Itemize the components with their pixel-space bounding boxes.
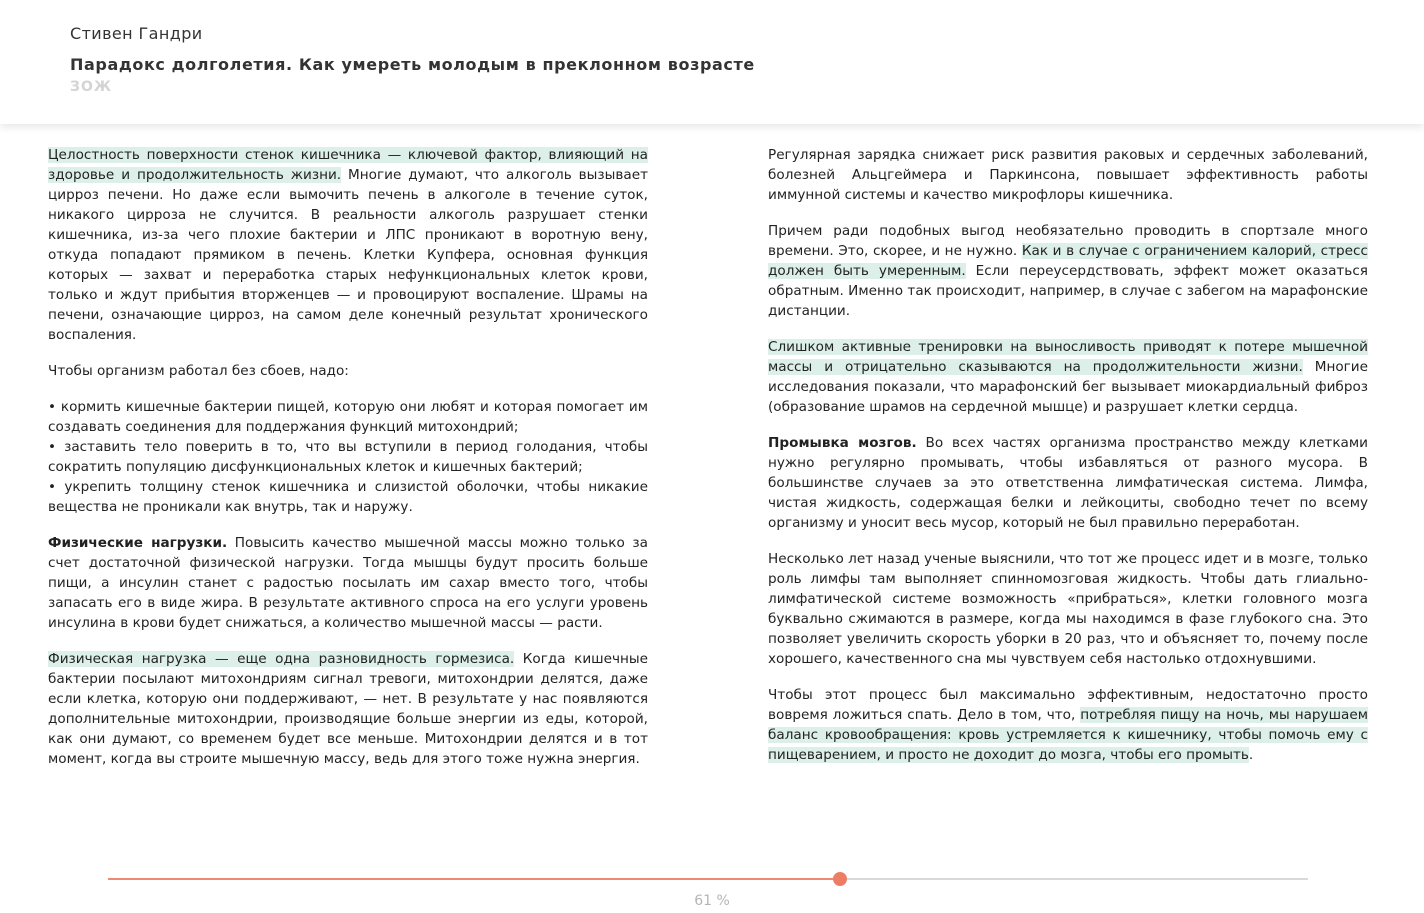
progress-slider[interactable] (108, 878, 1308, 880)
book-header (0, 0, 1424, 124)
paragraph-text: Во всех частях организма пространство между клетками нужно регулярно промывать, чтобы избавляться от разного мусора. В большинстве случаев за это ответственна лимфатическая система. Лимфа, чистая жидкость, содержащая белки и лейкоциты, свободно течет по всему организму и уносит весь мусор, который не был правильно переработан. (768, 435, 1368, 531)
paragraph (768, 337, 1368, 417)
paragraph-text: Повысить качество мышечной массы можно только за счет достаточной физической нагрузки. Тогда мышцы будут просить больше пищи, а инсулин станет с радостью посылать им сахар вместо того, чтобы запасать его в виде жира. В результате активного спроса на его услуги уровень инсулина в крови будет снижаться, а количество мышечной массы — расти. (48, 535, 648, 631)
page-column-left (48, 145, 648, 785)
highlight[interactable]: Целостность поверхности стенок кишечника — ключевой фактор, влияющий на здоровье и продолжительность жизни. (48, 147, 648, 183)
paragraph (48, 145, 648, 345)
paragraph (48, 533, 648, 633)
progress-fill (108, 878, 840, 880)
paragraph-text: Многие думают, что алкоголь вызывает цирроз печени. Но даже если вымочить печень в алкоголе в течение суток, никакого цирроза не случится. В реальности алкоголь разрушает стенки кишечника, из-за чего плохие бактерии и ЛПС проникают в воротную вену, откуда попадают прямиком в печень. Клетки Купфера, основная функция которых — захват и переработка старых нефункциональных клеток крови, только и ждут прибытия вторженцев — и провоцируют воспаление. Шрамы на печени, означающие цирроз, на самом деле конечный результат хронического воспаления. (48, 167, 648, 343)
book-title[interactable]: Парадокс долголетия. Как умереть молодым в преклонном возрасте (70, 55, 755, 74)
paragraph (48, 649, 648, 769)
book-genre[interactable]: ЗОЖ (70, 79, 112, 95)
paragraph-text: Чтобы этот процесс был максимально эффективным, недостаточно просто вовремя ложиться спать. Дело в том, что, (768, 687, 1368, 723)
highlight[interactable]: Физическая нагрузка — еще одна разновидность гормезиса. (48, 651, 515, 667)
paragraph: Регулярная зарядка снижает риск развития раковых и сердечных заболеваний, болезней Альцгеймера и Паркинсона, повышает эффективность работы иммунной системы и качество микрофлоры кишечника. (768, 147, 1368, 203)
page-column-right (768, 145, 1368, 781)
section-heading: Промывка мозгов. (768, 435, 917, 451)
section-heading: Физические нагрузки. (48, 535, 228, 551)
paragraph-text: Причем ради подобных выгод необязательно проводить в спортзале много времени. Это, скорее, и не нужно. (768, 223, 1368, 259)
bullet-item: • укрепить толщину стенок кишечника и слизистой оболочки, чтобы никакие вещества не проникали как внутрь, так и наружу. (48, 479, 648, 515)
paragraph-text: Если переусердствовать, эффект может оказаться обратным. Именно так происходит, например, в случае с забегом на марафонские дистанции. (768, 263, 1368, 319)
highlight[interactable]: Как и в случае с ограничением калорий, стресс должен быть умеренным. (768, 243, 1368, 279)
progress-handle[interactable] (833, 872, 847, 886)
paragraph-text: . (1248, 747, 1254, 763)
paragraph (768, 433, 1368, 533)
bullet-item: • кормить кишечные бактерии пищей, которую они любят и которая помогает им создавать соединения для поддержания функций митохондрий; (48, 399, 648, 435)
highlight[interactable]: Слишком активные тренировки на выносливость приводят к потере мышечной массы и отрицательно сказываются на продолжительности жизни. (768, 339, 1368, 375)
bullet-list (48, 397, 648, 517)
paragraph (768, 221, 1368, 321)
highlight[interactable]: потребляя пищу на ночь, мы нарушаем баланс кровообращения: кровь устремляется к кишечнику, чтобы помочь ему с пищеварением, и просто не доходит до мозга, чтобы его промыть (768, 707, 1368, 763)
paragraph: Чтобы организм работал без сбоев, надо: (48, 363, 349, 379)
paragraph: Несколько лет назад ученые выяснили, что тот же процесс идет и в мозге, только роль лимфы там выполняет спинномозговая жидкость. Чтобы дать глиально-лимфатической системе возможность «прибраться», клетки головного мозга буквально сжимаются в размере, когда мы находимся в фазе глубокого сна. Это позволяет увеличить скорость уборки в 20 раз, что и объясняет то, почему после хорошего, качественного сна мы чувствуем себя настолько отдохнувшими. (768, 551, 1368, 667)
paragraph (768, 685, 1368, 765)
paragraph-text: Многие исследования показали, что марафонский бег вызывает миокардиальный фиброз (образование шрамов на сердечной мышце) и разрушает клетки сердца. (768, 359, 1368, 415)
progress-percent: 61 % (694, 893, 730, 909)
book-author[interactable]: Стивен Гандри (70, 24, 203, 43)
paragraph-text: Когда кишечные бактерии посылают митохондриям сигнал тревоги, митохондрии делятся, даже если клетка, которую они поддерживают, — нет. В результате у нас появляются дополнительные митохондрии, производящие больше энергии из еды, которой, как они думают, со временем будет все меньше. Митохондрии делятся и в тот момент, когда вы строите мышечную массу, ведь для этого тоже нужна энергия. (48, 651, 648, 767)
bullet-item: • заставить тело поверить в то, что вы вступили в период голодания, чтобы сократить популяцию дисфункциональных клеток и кишечных бактерий; (48, 439, 648, 475)
